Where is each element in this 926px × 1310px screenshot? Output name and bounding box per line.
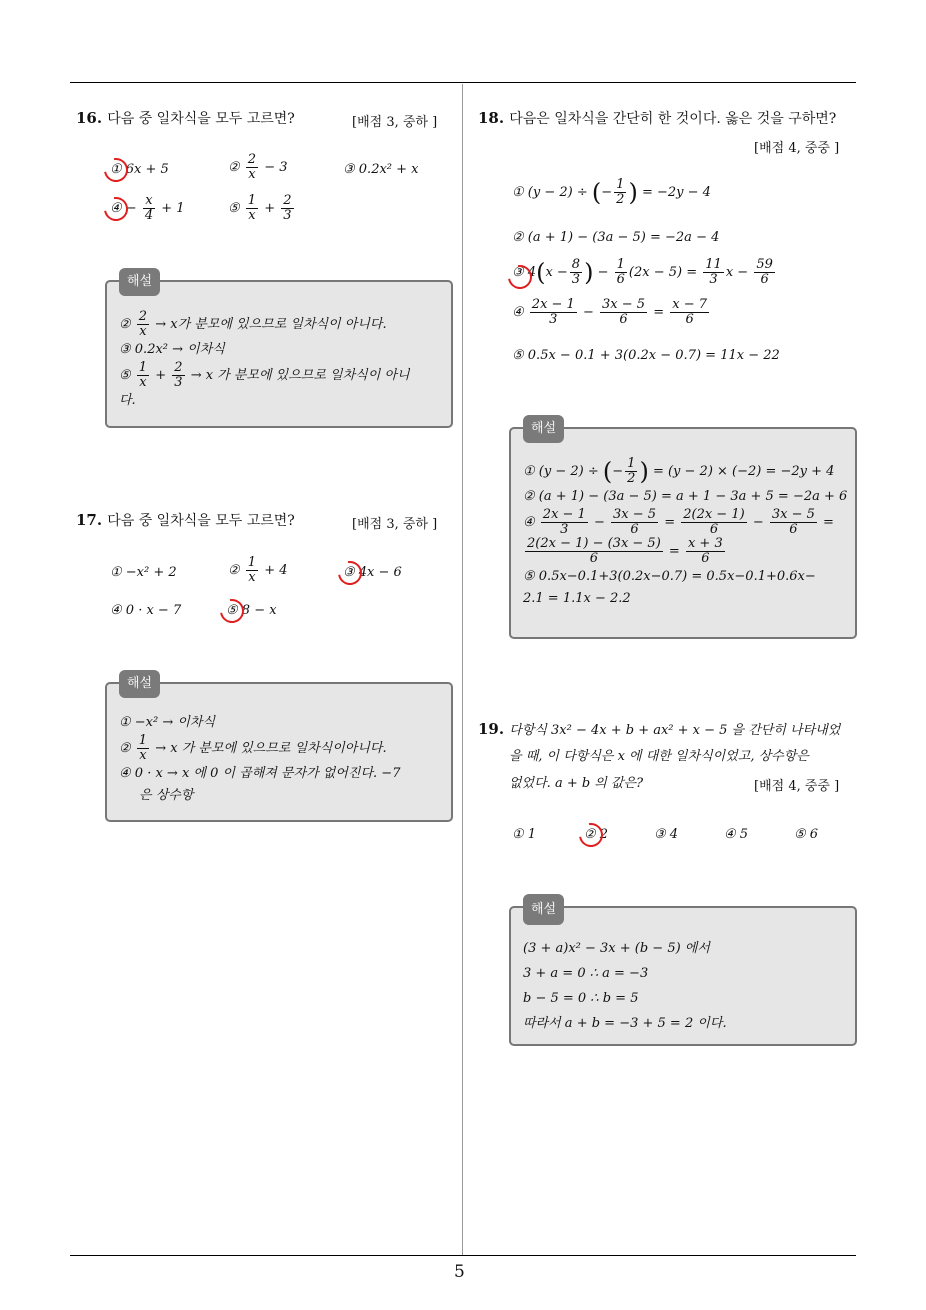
denominator: 6 [619,312,628,327]
option-3[interactable]: ③ 4 [654,827,679,842]
numerator: 2 [174,360,183,375]
sign: − [601,185,613,200]
solution-badge: 해설 [523,894,564,925]
denominator: 3 [549,312,558,327]
option-5[interactable]: ⑤ 6 [794,827,819,842]
operator: − [593,515,605,530]
answer-mark [99,153,132,186]
numerator: 2x − 1 [531,297,575,312]
denominator: 3 [283,208,292,223]
option-1[interactable]: ① 1 [512,827,537,842]
term: (2x − 5) = [628,265,698,280]
question-text: 다음 중 일차식을 모두 고르면? [107,111,295,127]
denominator: x [139,748,147,763]
solution-line [119,734,439,763]
option-4[interactable]: ④ 0 · x − 7 [110,603,182,618]
operator: = [668,544,680,559]
solution-line: ③ 0.2x² → 이차식 [119,342,225,357]
points-label: [배점 3, 중하 ] [352,517,438,532]
numerator: 2(2x − 1) [683,507,745,522]
denominator: 2 [627,471,636,486]
option-4[interactable]: ④ 5 [724,827,749,842]
option-3[interactable] [512,258,777,287]
solution-number: ④ [523,515,535,530]
solution-line: ⑤ 0.5x−0.1+3(0.2x−0.7) = 0.5x−0.1+0.6x− [523,569,816,584]
solution-box [105,274,453,428]
denominator: 6 [589,551,599,566]
option-number: ④ [512,305,524,320]
numerator: 1 [247,193,257,208]
option-2[interactable] [228,153,288,182]
page-number: 5 [454,1262,465,1282]
operator: = [653,305,665,320]
solution-line: 다. [119,393,136,408]
bottom-rule [70,1255,856,1256]
denominator: 3 [709,272,718,287]
question-number: 17. [76,511,103,529]
numerator: 1 [138,360,148,375]
term: x − [725,265,749,280]
denominator: 3 [571,272,581,287]
numerator: 1 [627,456,636,471]
solution-line [523,457,843,486]
solution-line: 2.1 = 1.1x − 2.2 [523,591,631,606]
option-tail: = −2y − 4 [641,185,711,200]
denominator: 6 [701,551,710,566]
solution-line [119,361,439,390]
numerator: x + 3 [687,536,723,551]
solution-number: ② [119,317,131,332]
paren-open: ( [591,178,602,207]
numerator: 1 [138,733,148,748]
numerator: 1 [247,555,257,570]
denominator: x [248,570,256,585]
operator: − [582,305,594,320]
solution-line: ② (a + 1) − (3a − 5) = a + 1 − 3a + 5 = −2a + 6 [523,489,848,504]
numerator: 2 [138,309,148,324]
operator: = [664,515,676,530]
option-3[interactable]: ③ 0.2x² + x [343,162,419,177]
operator: + [264,201,276,216]
numerator: 2x − 1 [542,507,586,522]
denominator: x [139,324,147,339]
answer-mark [333,556,366,589]
question-text: 을 때, 이 다항식은 x 에 대한 일차식이었고, 상수항은 [509,749,809,764]
numerator: x − 7 [672,297,707,312]
solution-number: ⑤ [119,368,131,383]
numerator: 2(2x − 1) − (3x − 5) [527,536,661,551]
points-label: [배점 4, 중중 ] [754,779,840,794]
paren-close: ) [628,178,638,207]
denominator: 6 [789,522,798,537]
denominator: 6 [685,312,694,327]
operator: = [823,515,834,530]
option-3[interactable]: ③ 4x − 6 [343,565,402,580]
solution-badge: 해설 [119,670,160,698]
paren-open: ( [536,258,546,287]
option-number: ② [228,563,240,578]
solution-number: ② [119,741,131,756]
numerator: 1 [616,257,625,272]
option-tail: + 4 [264,563,288,578]
option-5[interactable]: ⑤ 8 − x [226,603,277,618]
option-1[interactable]: ① 6x + 5 [110,162,169,177]
answer-mark [574,818,607,851]
denominator: 6 [709,522,719,537]
solution-box [509,421,857,639]
solution-line: 3 + a = 0 ∴ a = −3 [523,966,649,981]
solution-line: (3 + a)x² − 3x + (b − 5) 에서 [523,941,710,956]
denominator: 2 [616,192,625,207]
numerator: 2 [247,152,257,167]
solution-line [119,310,439,339]
paren-close: ) [584,258,594,287]
denominator: x [248,208,256,223]
denominator: 6 [616,272,625,287]
option-tail: − 3 [264,160,288,175]
option-number: ④ − [110,201,137,216]
option-1[interactable] [512,178,711,207]
solution-line: 은 상수항 [139,788,194,803]
solution-line: ④ 0 · x → x 에 0 이 곱해져 문자가 없어진다. −7 [119,766,401,781]
denominator: x [248,167,256,182]
sign: − [612,464,624,479]
solution-line [523,508,843,537]
solution-badge: 해설 [523,415,564,443]
question-text: 다음은 일차식을 간단히 한 것이다. 옳은 것을 구하면? [509,111,837,127]
numerator: 2 [283,193,292,208]
denominator: 3 [560,522,569,537]
points-label: [배점 3, 중하 ] [352,115,438,130]
operator: + [155,368,167,383]
numerator: 1 [616,177,625,192]
solution-box [105,676,453,822]
option-2[interactable]: ② (a + 1) − (3a − 5) = −2a − 4 [512,230,720,245]
question-text: 다음 중 일차식을 모두 고르면? [107,513,295,529]
numerator: x [143,194,155,209]
option-number: ⑤ [228,201,240,216]
option-5[interactable] [228,194,296,223]
operator: − [752,515,764,530]
solution-box [509,902,857,1046]
option-lead: ① (y − 2) ÷ [512,185,588,200]
question-text: 없었다. a + b 의 값은? [509,776,644,791]
denominator: x [139,375,147,390]
solution-line: b − 5 = 0 ∴ b = 5 [523,991,639,1006]
numerator: 3x − 5 [602,297,646,312]
question-number: 16. [76,109,103,127]
term: x − [545,265,568,280]
option-tail: + 1 [161,201,185,216]
paren-close: ) [639,457,649,486]
question-text: 다항식 3x² − 4x + b + ax² + x − 5 을 간단히 나타내었 [509,723,841,738]
solution-line: 따라서 a + b = −3 + 5 = 2 이다. [523,1016,727,1031]
denominator: 6 [630,522,639,537]
solution-lead: ① (y − 2) ÷ [523,464,599,479]
numerator: 3x − 5 [771,507,815,522]
option-number: ② [228,160,240,175]
solution-line: ① −x² → 이차식 [119,715,216,730]
option-2[interactable] [228,556,288,585]
paren-open: ( [602,457,613,486]
numerator: 3x − 5 [613,507,657,522]
solution-text: → x가 분모에 있으므로 일차식이 아니다. [155,317,387,332]
denominator: 6 [760,272,769,287]
numerator: 11 [705,257,722,272]
option-4[interactable] [512,298,711,327]
answer-mark [215,594,248,627]
option-2[interactable]: ② 2 [584,827,609,842]
column-divider [462,84,463,1256]
denominator: 4 [144,208,154,223]
solution-text: = (y − 2) × (−2) = −2y + 4 [652,464,835,479]
points-label: [배점 4, 중중 ] [754,141,840,156]
numerator: 59 [756,257,773,272]
question-number: 19. [478,720,505,738]
option-lead: ③ 4 [512,265,537,280]
option-5[interactable]: ⑤ 0.5x − 0.1 + 3(0.2x − 0.7) = 11x − 22 [512,348,780,363]
solution-line [523,537,843,566]
solution-text: → x 가 분모에 있으므로 일차식이 아니 [190,368,410,383]
numerator: 8 [571,257,581,272]
solution-badge: 해설 [119,268,160,296]
denominator: 3 [174,375,183,390]
operator: − [597,265,609,280]
question-number: 18. [478,109,505,127]
top-rule [70,82,856,83]
option-1[interactable]: ① −x² + 2 [110,565,177,580]
solution-text: → x 가 분모에 있으므로 일차식이아니다. [155,741,387,756]
